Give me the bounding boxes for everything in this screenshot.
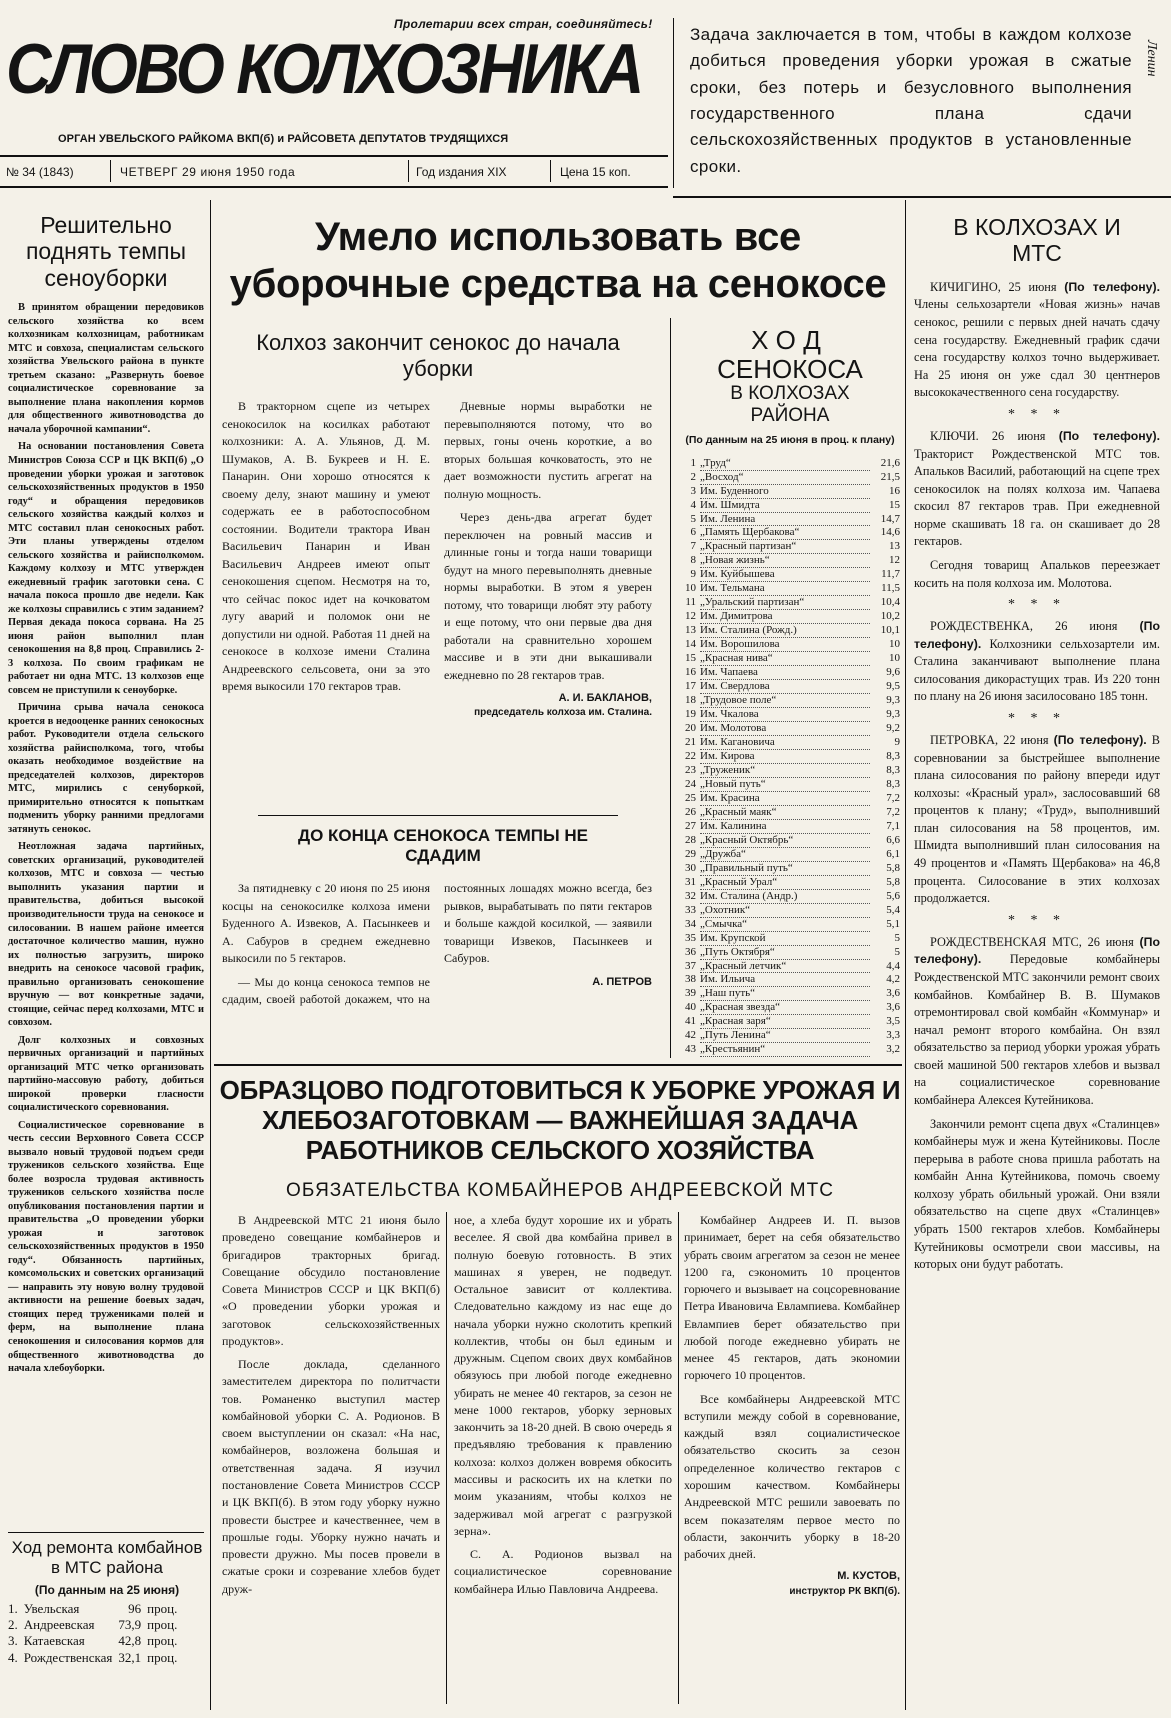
progress-title: СЕНОКОСА [717,353,863,384]
row-value: 9,3 [886,708,900,721]
row-name: „Труд“ [700,457,870,470]
table-row: 3. Катаевская 42,8 проц. [8,1633,178,1649]
table-row [680,457,900,470]
row-value: 5,6 [886,889,900,902]
table-row [680,889,900,903]
row-rank: 36 [685,945,696,958]
row-value: 9,3 [886,694,900,707]
article-paragraph: В Андреевской МТС 21 июня было проведено совещание комбайнеров и бригадиров тракторных бригад. Совещание обсудило постановление Совета Министров СССР и ЦК ВКП(б) «О проведении уборки урожая и заготовок сельскохозяйственных продуктов». [222,1213,440,1348]
row-value: 9,6 [886,666,900,679]
row-rank: 32 [685,889,696,902]
repair-subtitle: (По данным на 25 июня) [34,1582,180,1597]
lead-headline: Умело использовать все уборочные средства на сенокосе [229,215,887,307]
row-value: 3,3 [886,1029,900,1042]
row-name: „Крестьянин“ [700,1043,870,1057]
row-value: 9,2 [886,722,900,735]
table-row: 2. Андреевская 73,9 проц. [8,1617,178,1633]
table-row [680,736,900,750]
row-name: Им. Шмидта [700,498,870,512]
progress-table [680,457,900,1058]
news-title: В КОЛХОЗАХ И МТС [953,214,1121,267]
row-name: Им. Калинина [700,819,870,833]
row-rank: 22 [685,749,696,762]
issue-year: Год издания XIX [416,165,507,179]
row-name: „Путь Октября“ [700,945,870,959]
table-row [680,917,900,931]
row-value: 8,3 [886,763,900,776]
row-rank: 21 [685,736,696,748]
table-row [680,568,900,582]
article-signature: М. КУСТОВ, [837,1570,900,1583]
article-title: Колхоз закончит сенокос до начала уборки [256,330,620,382]
row-value: 3,2 [886,1043,900,1056]
row-name: „Память Щербакова“ [700,526,870,540]
separator: * * * [1008,912,1066,928]
newspaper-organ: ОРГАН УВЕЛЬСКОГО РАЙКОМА ВКП(б) и РАЙСОВЕТА ДЕПУТАТОВ ТРУДЯЩИХСЯ [58,133,509,145]
row-rank: 24 [685,777,696,790]
row-rank: 9 [690,568,696,581]
row-value: 10 [889,638,900,651]
table-row [680,1029,900,1043]
issue-price: Цена 15 коп. [560,165,631,179]
article-body [222,398,652,798]
bottom-col-2 [454,1212,672,1604]
table-row [680,722,900,736]
row-value: 21,5 [880,470,900,483]
table-row [680,903,900,917]
table-row [680,945,900,959]
row-name: „Красная звезда“ [700,1001,870,1015]
table-row [680,512,900,526]
table-row: 4. Рождественская 32,1 проц. [8,1649,178,1665]
row-value: 10,4 [880,596,900,609]
row-name: Им. Ильича [700,973,870,987]
row-rank: 6 [690,526,696,539]
table-row [680,554,900,568]
row-rank: 1 [690,456,696,469]
article-paragraph: — Мы до конца сенокоса темпов не сдадим, своей работой докажем, что на постоянных лошадях можно всегда, без рывков, вырабатывать по пяти гектаров и больше каждой косилкой, — заявили товарищи Извеков, Пасынкеев и Сабуров. [222,881,652,1007]
row-value: 7,2 [886,791,900,804]
article-paragraph: Комбайнер Андреев И. П. вызов принимает, берет на себя обязательство убрать своим агрегатом за сезон не менее 1200 га, сэкономить 10 процентов горючего и вызывает на соцсоревнование Петра Ивановича Евлампиева. Комбайнер Евлампиев берет обязательство при любой погоде ежедневно убирать не менее 45 гектаров, дать экономии горючего 10 процентов. [684,1213,900,1383]
row-rank: 4 [690,498,696,511]
row-rank: 10 [685,582,696,595]
table-row [680,610,900,624]
article-paragraph: Все комбайнеры Андреевской МТС вступили между собой в соревнование, каждый взял социалистическое обязательство скосить за сезон определенное количество гектаров с хорошим качеством. Комбайнеры Андреевской МТС решили завоевать по всем показателям первое место по области, закончить уборку в 18-20 рабочих дней. [684,1391,900,1562]
row-value: 3,5 [886,1015,900,1028]
editorial-title: Решительно поднять темпы сеноуборки [25,212,187,291]
row-name: Им. Тельмана [700,582,870,596]
right-column [914,214,1160,1280]
left-column [8,212,204,1380]
row-value: 5,8 [886,875,900,888]
table-row [680,694,900,708]
row-value: 10,2 [880,610,900,623]
row-name: „Новый путь“ [700,777,870,791]
slogan: Пролетарии всех стран, соединяйтесь! [394,17,653,31]
row-value: 5,1 [886,917,900,930]
article-signature-role: председатель колхоза им. Сталина. [474,707,652,719]
row-name: Им. Сталина (Андр.) [700,889,870,903]
article-signature: А. И. БАКЛАНОВ, [558,692,652,705]
progress-box [680,326,900,1057]
editorial-paragraph: В принятом обращении передовиков сельского хозяйства ко всем колхозникам колхозницам, работникам МТС и совхоза, специалистам сельского хозяйства Увельского района в пункте третьем сказано: „Развернуть боевое социалистическое соревнование за выполнение плана накопления кормов для общественного животноводства до начала уборочной кампании“. [8,302,204,435]
table-row [680,959,900,973]
row-rank: 37 [685,959,696,972]
bottom-headline: ОБРАЗЦОВО ПОДГОТОВИТЬСЯ К УБОРКЕ УРОЖАЯ И ХЛЕБОЗАГОТОВКАМ — ВАЖНЕЙШАЯ ЗАДАЧА РАБОТНИКОВ СЕЛЬСКОГО ХОЗЯЙСТВА [219,1075,901,1165]
editorial-paragraph: На основании постановления Совета Министров Союза ССР и ЦК ВКП(б) „О проведении уборки урожая и заготовок сельскохозяйственных продуктов в 1950 году“ и обращения передовиков сельского хозяйства каждый колхоз и МТС составил план сенокосных работ. Эти планы утверждены отделом сельского хозяйства и райисполкомом. Каждому колхозу и МТС утвержден ежедневный график заготовки сена. С начала покоса прошло две недели. Как же колхозы справились с этим заданием? Первая декада покоса сорвана. На 25 июня район выполнил план сенокошения на 8,8 проц. Справились 2-3 колхоза. По своим графикам не работает ни одна МТС. 13 колхозов еще совсем не приступили к сеноуборке. [8,441,204,696]
table-row [680,638,900,652]
row-value: 5,8 [886,861,900,874]
row-rank: 5 [690,512,696,525]
progress-subtitle: (По данным на 25 июня в проц. к плану) [685,433,895,446]
row-rank: 2 [690,470,696,483]
epigraph: Задача заключается в том, чтобы в каждом колхозе добиться проведения уборки урожая в сжатые сроки, без потерь и безусловного выполнения государственного плана сдачи сельскохозяйственных продуктов в установленные сроки. [690,25,1132,176]
row-name: Им. Красина [700,791,870,805]
row-name: Им. Ворошилова [700,638,870,652]
table-row [680,582,900,596]
row-value: 3,6 [886,987,900,1000]
row-rank: 29 [685,847,696,860]
news-item: Сегодня товарищ Апальков переезжает косить на поля колхоза им. Молотова. [914,557,1160,590]
news-item: Закончили ремонт сцепа двух «Сталинцев» комбайнеры муж и жена Кутейниковы. После перерыва в работе снова пришла работать на комбайн Анна Кутейникова, помочь своему колхозу убрать обильный урожай. Они взяли обязательство на сцепе двух «Сталинцев» убрать 1500 гектаров хлебов. Комбайнеры Кутейниковы осмотрели свои массивы, на которых они будут работать. [914,1116,1160,1272]
row-value: 7,2 [886,805,900,818]
row-name: „Красная нива“ [700,652,870,666]
row-name: Им. Кагановича [700,736,870,750]
row-rank: 33 [685,903,696,916]
row-rank: 31 [685,875,696,888]
newspaper-title: СЛОВО КОЛХОЗНИКА [6,30,642,109]
table-row [680,470,900,484]
row-value: 15 [889,498,900,511]
row-name: „Красный Урал“ [700,875,870,889]
row-name: „Охотник“ [700,903,870,917]
row-rank: 15 [685,652,696,665]
table-row [680,652,900,666]
row-value: 5 [894,931,900,944]
row-value: 9,5 [886,680,900,693]
row-value: 16 [889,484,900,497]
article-title: ДО КОНЦА СЕНОКОСА ТЕМПЫ НЕ СДАДИМ [297,826,588,866]
row-value: 13 [889,540,900,553]
row-rank: 8 [690,554,696,567]
row-name: Им. Димитрова [700,610,870,624]
article-signature-role: инструктор РК ВКП(б). [789,1586,900,1598]
row-name: Им. Ленина [700,512,870,526]
table-row [680,833,900,847]
row-rank: 3 [690,484,696,497]
row-rank: 23 [685,763,696,776]
editorial-paragraph: Причина срыва начала сенокоса кроется в недооценке ранних сенокосных работ. Руководители отдела сельского хозяйства райисполкома, того, чтобы оказать необходимое воздействие на председателей колхозов, директоров МТС, мирились с сенуборкой, примирительно относятся к попыткам подменить уборку ранними предлогами затянуть сенокос. [8,702,204,835]
row-value: 11,7 [881,568,900,581]
row-value: 7,1 [886,819,900,832]
table-row [680,749,900,763]
row-name: „Красный партизан“ [700,540,870,554]
row-name: Им. Свердлова [700,680,870,694]
row-value: 12 [889,554,900,567]
row-rank: 12 [685,610,696,623]
editorial-paragraph: Долг колхозных и совхозных первичных организаций и партийных организаций МТС четко организовать партийно-массовую работу, добиться широкой проверки гласности социалистического соревнования. [8,1034,204,1114]
table-row [680,1015,900,1029]
article-paragraph: Дневные нормы выработки не перевыполняются потому, что во первых, гоны очень короткие, а во вторых большая кочковатость, это не дает возможности пустить агрегат на полную мощность. [444,399,652,501]
bottom-col-3 [684,1212,900,1600]
table-row [680,931,900,945]
row-rank: 27 [685,819,696,832]
repair-title: Ход ремонта комбайнов в МТС района [11,1538,203,1578]
table-row [680,987,900,1001]
table-row [680,847,900,861]
row-rank: 11 [685,596,696,609]
table-row [680,708,900,722]
row-rank: 17 [685,680,696,693]
row-rank: 20 [685,722,696,735]
progress-title: ХОД [751,325,829,355]
row-name: „Трудовое поле“ [700,694,870,708]
row-rank: 19 [685,708,696,721]
row-name: Им. Буденного [700,484,870,498]
table-row [680,526,900,540]
repair-table [8,1601,183,1666]
article-paragraph: В тракторном сцепе из четырех сенокосилок на косилках работают колхозники: А. А. Ульянов, Д. М. Шумаков, А. В. Букреев и Н. Е. Панарин. Они хорошо относятся к своему делу, знают машину и умеют содержать ее в работоспособном состоянии. Водители трактора Иван Васильевич Панарин и Иван Васильевич Андреев имеют опыт сенокошения сцепом. Несмотря на то, что сейчас покос идет на кочковатом лугу аварий и поломок они не допустили ни одной. Работая 11 дней на сенокосе в колхозе имени Сталина Андреевского сельсовета, они за это время выкосили 170 гектаров трав. [222,399,430,694]
table-row [680,484,900,498]
row-name: „Правильный путь“ [700,861,870,875]
table-row [680,498,900,512]
row-rank: 13 [685,624,696,637]
table-row [680,763,900,777]
table-row [680,1001,900,1015]
news-item: КЛЮЧИ. 26 июня (По телефону). Тракторист Рождественской МТС тов. Апальков Василий, работающий на сцепе трех сенокосилок на полях колхоза им. Чапаева скосил 87 гектаров трав. При ежедневной норме скашивать 18 га. он скашивает до 28 гектаров. [914,428,1160,549]
table-row [680,875,900,889]
row-rank: 38 [685,973,696,986]
row-name: „Дружба“ [700,847,870,861]
table-row [680,540,900,554]
row-rank: 14 [685,638,696,651]
row-value: 11,5 [881,582,900,595]
row-rank: 40 [685,1001,696,1014]
table-row [680,624,900,638]
article-paragraph: Через день-два агрегат будет переключен на ровный массив и длинные гоны и тогда наши товарищи будут на много перевыполнять дневные нормы выработки. В этом я уверен потому, что товарищи любят эту работу и еще потому, что они первые два дня работали на сравнительно хорошем массиве и в эти дни выкашивали ежедневно по 28 гектаров трав. [444,510,652,682]
row-value: 3,6 [886,1001,900,1014]
row-name: Им. Чкалова [700,708,870,722]
bottom-subhead: ОБЯЗАТЕЛЬСТВА КОМБАЙНЕРОВ АНДРЕЕВСКОЙ МТС [286,1180,834,1201]
article-body [222,880,652,1058]
row-rank: 16 [685,666,696,679]
editorial-paragraph: Социалистическое соревнование в честь сессии Верховного Совета СССР вызвало новый трудовой подъем среди тружеников сельского хозяйства. Еще более возросла трудовая активность тружеников сельского хозяйства после опубликования постановления партии и правительства „О проведении уборки урожая и заготовок сельскохозяйственных продуктов в 1950 году“. Обязанность партийных, комсомольских и советских организаций — направить эту новую волну трудовой активности на решение боевых задач, стоящих перед тружениками полей и ферм, на выполнение плана сенокошения и силосования кормов для общественного животноводства до начала хлебоуборки. [8,1119,204,1375]
row-value: 4,2 [886,973,900,986]
news-item: КИЧИГИНО, 25 июня (По телефону). Члены сельхозартели «Новая жизнь» начав сенокос, решили с первых дней начать сдачу сена государству. Ежедневный график сдачи сена государству колхоз точно выдерживает. На 25 июня он уже сдал 30 центнеров высококачественного сена государству. [914,279,1160,400]
row-value: 6,6 [886,833,900,846]
row-name: „Красная заря“ [700,1015,870,1029]
row-name: „Путь Ленина“ [700,1029,870,1043]
row-value: 6,1 [886,847,900,860]
row-value: 8,3 [886,777,900,790]
table-row [680,791,900,805]
row-name: „Красный Октябрь“ [700,833,870,847]
article-paragraph: С. А. Родионов вызвал на социалистическое соревнование комбайнера Илью Павловича Андреева. [454,1547,672,1596]
article-paragraph: За пятидневку с 20 июня по 25 июня косцы на сенокосилке колхоза имени Буденного А. Извеков, А. Пасынкеев и А. Сабуров в среднем ежедневно выкосили по 5 гектаров. [222,881,430,966]
row-name: „Восход“ [700,470,870,484]
article-paragraph: После доклада, сделанного заместителем директора по политчасти тов. Романенко выступил мастер комбайновой уборки С. А. Родионов. В своем выступлении он сказал: «На нас, комбайнеров, возложена большая и ответственная задача. Я изучил постановление Совета Министров СССР и ЦК ВКП(б). В этом году уборку нужно провести быстрее и качественнее, чем в прошлые годы. Уборку нужно начать и провести дружно. Мы посев провели в сжатые сроки и созревание хлебов будет друж- [222,1357,440,1596]
table-row: 1. Увельская 96 проц. [8,1600,178,1616]
row-value: 5,4 [886,903,900,916]
table-row [680,1043,900,1057]
repair-box [8,1538,206,1666]
article-signature: А. ПЕТРОВ [592,975,652,988]
table-row [680,819,900,833]
row-name: Им. Чапаева [700,666,870,680]
table-row [680,596,900,610]
issue-number: № 34 (1843) [6,165,74,179]
row-rank: 42 [685,1029,696,1042]
row-name: Им. Молотова [700,722,870,736]
bottom-col-1 [222,1212,440,1604]
row-name: „Красный маяк“ [700,805,870,819]
row-value: 14,7 [880,512,900,525]
row-name: „Смычка“ [700,917,870,931]
row-name: „Новая жизнь“ [700,554,870,568]
row-rank: 30 [685,861,696,874]
row-value: 14,6 [880,526,900,539]
row-name: Им. Куйбышева [700,568,870,582]
table-row [680,777,900,791]
row-value: 10,1 [880,624,900,637]
separator: * * * [1008,597,1066,613]
row-rank: 25 [685,791,696,804]
row-rank: 26 [685,805,696,818]
row-name: „Наш путь“ [700,987,870,1001]
progress-title: В КОЛХОЗАХ РАЙОНА [730,383,850,427]
row-name: Им. Крупской [700,931,870,945]
row-name: „Уральский партизан“ [700,596,870,610]
editorial-paragraph: Неотложная задача партийных, советских организаций, руководителей колхозов, МТС и совхоза — честью выполнить указания партии и правительства, добиться высокой производительности труда на сенокосе и силосовании. В нашем районе имеется достаточное количество машин, нужно их полностью загрузить, широко внедрить на сенокосе часовой график, правильно организовать сенокошение вручную — вот конкретные задачи, стоящие, сейчас перед колхозами, МТС и совхозом. [8,841,204,1029]
row-rank: 39 [685,987,696,1000]
row-value: 8,3 [886,749,900,762]
row-rank: 18 [685,694,696,707]
table-row [680,666,900,680]
row-name: „Красный летчик“ [700,959,870,973]
row-value: 5 [894,945,900,958]
row-rank: 41 [685,1015,696,1028]
row-rank: 28 [685,833,696,846]
separator: * * * [1008,406,1066,422]
row-value: 10 [889,652,900,665]
row-name: Им. Сталина (Рожд.) [700,624,870,638]
row-rank: 43 [685,1043,696,1056]
row-rank: 35 [685,931,696,944]
row-value: 21,6 [880,456,900,469]
article-paragraph: ное, а хлеба будут хорошие их и убрать веселее. Я свой два комбайна привел в полную боевую готовность. В этих машинах я уверен, не подведут. Остальное зависит от коллектива. Следовательно каждому из нас еще до начала уборки нужно сколотить крепкий коллектив, чтобы он был единым и дружным. Сцепом своих двух комбайнов обязуюсь при любой погоде ежедневно убирать не менее 40 гектаров, за сезон не мене 1000 гектаров, уборку зерновых закончить за 18-20 дней. В свою очередь я предъявляю требования к правлению колхоза: колхоз должен вовремя обкосить массивы и раскосить их на клетки по моим указаниям, чтобы колхоз не задерживал мой агрегат с разгрузкой зерна». [454,1213,672,1538]
row-name: Им. Кирова [700,749,870,763]
news-item: РОЖДЕСТВЕНКА, 26 июня (По телефону). Колхозники сельхозартели им. Сталина заканчивают выполнение плана силосования дикорастущих трав. Из 220 тонн по плану на 26 июня засилосовано 185 тонн. [914,619,1160,704]
row-value: 4,4 [886,959,900,972]
news-item: РОЖДЕСТВЕНСКАЯ МТС, 26 июня (По телефону). Передовые комбайнеры Рождественской МТС закончили ремонт своих комбайнов. Комбайнер В. В. Шумаков отремонтировал свой комбайн «Коммунар» и начал ремонт второго комбайна. Он взял обязательство за период уборки урожая убрать своей машиной 500 гектаров хлебов и вызвал на социалистическое соревнование комбайнера Алексея Кутейникова. [914,934,1160,1107]
row-rank: 34 [685,917,696,930]
row-rank: 7 [690,540,696,553]
table-row [680,973,900,987]
separator: * * * [1008,711,1066,727]
epigraph-signature: Ленин [1144,40,1159,77]
table-row [680,805,900,819]
row-name: „Труженик“ [700,763,870,777]
row-value: 9 [894,736,900,748]
table-row [680,680,900,694]
table-row [680,861,900,875]
issue-date: ЧЕТВЕРГ 29 июня 1950 года [120,165,296,179]
news-item: ПЕТРОВКА, 22 июня (По телефону). В соревновании за быстрейшее выполнение плана силосования по району впереди идут колхозы: «Красный урал», заслосовавший 68 процентов к плану; «Труд», выполнивший план силосования на 58 процентов, им. Шмидта выполнивший план силосования на 49 процентов и «Память Щербакова» на 46,8 процента. Силосование в этих колхозах продолжается. [914,733,1160,906]
